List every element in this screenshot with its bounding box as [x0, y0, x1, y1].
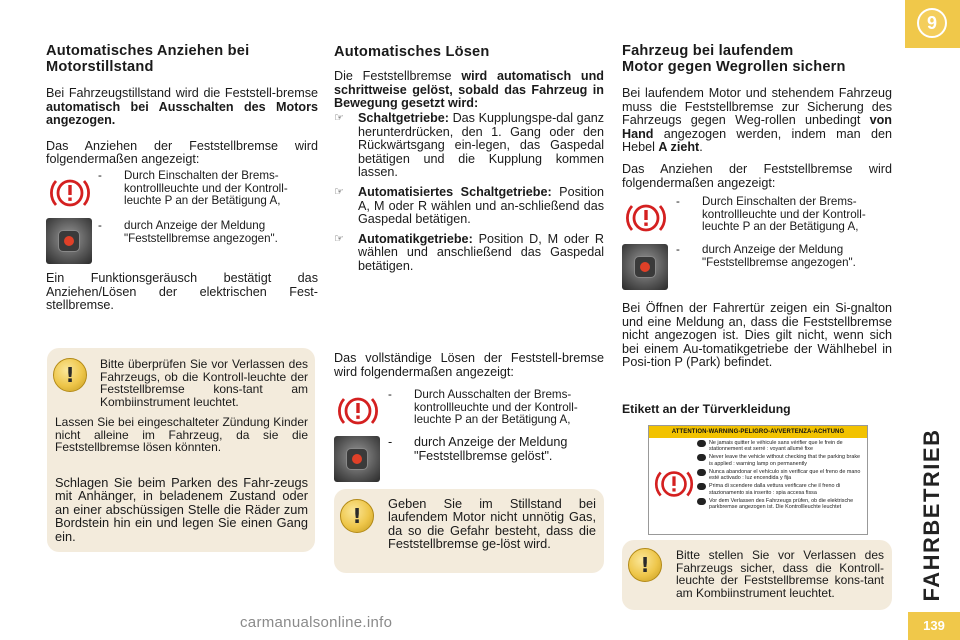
- col2-title: Automatisches Lösen: [334, 44, 490, 60]
- col1-title: Automatisches Anziehen bei Motorstillstand: [46, 43, 250, 75]
- brake-button-image: [334, 436, 380, 482]
- brake-warning-icon: [336, 393, 380, 429]
- brake-button-image: [46, 218, 92, 264]
- col2-bullets: [334, 112, 604, 280]
- warning-icon: [53, 358, 87, 392]
- col2-note: Geben Sie im Stillstand bei laufendem Motor nicht unnötig Gas, da so die Gefahr besteht, dass die Feststellbremse ge-löst wird.: [388, 496, 596, 552]
- col2: [334, 44, 604, 119]
- chapter-number: 9: [917, 8, 947, 38]
- col2-intro: Die Feststellbremse wird automatisch und schrittweise gelöst, sobald das Fahrzeug in Bewegung gesetzt wird:: [334, 69, 604, 111]
- brake-warning-icon: [48, 175, 92, 211]
- label-row: Vor dem Verlassen des Fahrzeugs prüfen, ob die elektrische parkbremse angezogen ist. Die Kontrollleuchte leuchtet: [697, 498, 863, 511]
- col1-item-1: - Durch Einschalten der Brems-kontrollleuchte und der Kontroll-leuchte P an der Betätigung A,: [98, 169, 288, 208]
- col3-para3: Bei Öffnen der Fahrertür zeigen ein Si-gnalton und eine Meldung an, dass die Feststellbremse nicht angezogen ist. Dies gilt nicht, wenn sich bei einem Au-tomatikgetriebe der Wählhebel in Posi-tion P (Park) befindet.: [622, 301, 892, 370]
- col3: [622, 43, 892, 198]
- page-number: 139: [908, 612, 960, 640]
- brake-warning-icon: [653, 466, 695, 502]
- col2-item-2: - durch Anzeige der Meldung "Feststellbremse gelöst".: [388, 435, 568, 463]
- brake-warning-icon: [624, 200, 668, 236]
- col3-note-box: [622, 540, 892, 610]
- col1-note-3: Schlagen Sie beim Parken des Fahr-zeugs mit Anhänger, in beladenem Zustand oder an einer abschüssigen Stelle die Räder zum Bordstein hin ein und legen Sie einen Gang ein.: [55, 475, 308, 544]
- col2-bullet-3: ☞ Automatikgetriebe: Position D, M oder R wählen und anschließend das Gaspedal betätigen.: [334, 231, 604, 273]
- col2-release-para: Das vollständige Lösen der Feststell-bremse wird folgendermaßen angezeigt:: [334, 351, 604, 379]
- watermark: carmanualsonline.info: [240, 614, 393, 631]
- col3-item-1: - Durch Einschalten der Brems-kontrollleuchte und der Kontroll-leuchte P an der Betätigung A,: [676, 195, 866, 234]
- col1-note-1: Bitte überprüfen Sie vor Verlassen des Fahrzeugs, ob die Kontroll-leuchte der Feststellbremse kons-tant am Kombiinstrument leuchtet.: [100, 357, 308, 409]
- col2-bullet-1: ☞ Schaltgetriebe: Das Kupplungspe-dal ganz herunterdrücken, den 1. Gang oder den Rückwärtsgang ein-legen, das Gaspedal betätigen und die Kupplung kommen lassen.: [334, 111, 604, 180]
- brake-button-image: [622, 244, 668, 290]
- col2-note-box: [334, 489, 604, 573]
- label-row: Ne jamais quitter le véhicule sans vérifier que le frein de stationnement est serré : voyant allumé fixe: [697, 440, 863, 453]
- side-title: FAHRBETRIEB: [919, 428, 944, 602]
- col1-item-2: - durch Anzeige der Meldung "Feststellbremse angezogen".: [98, 219, 278, 245]
- col3-note: Bitte stellen Sie vor Verlassen des Fahrzeugs sicher, dass die Kontroll-leuchte der Feststellbremse kons-tant am Kombiinstrument leuchtet.: [676, 548, 884, 600]
- label-row: Never leave the vehicle without checking that the parking brake is applied : warning lamp on permanently: [697, 454, 863, 467]
- col1-para2: Das Anziehen der Feststellbremse wird folgendermaßen angezeigt:: [46, 138, 318, 167]
- warning-icon: [340, 499, 374, 533]
- col3-item-2: - durch Anzeige der Meldung "Feststellbremse angezogen".: [676, 243, 856, 269]
- label-title: Etikett an der Türverkleidung: [622, 402, 791, 416]
- label-row: Prima di scendere dalla vettura verificare che il freno di stazionamento sia inserito : spia accesa fissa: [697, 483, 863, 496]
- col3-para2: Das Anziehen der Feststellbremse wird folgendermaßen angezeigt:: [622, 161, 892, 190]
- col1-para1: Bei Fahrzeugstillstand wird die Feststell-bremse automatisch bei Ausschalten des Motors angezogen.: [46, 86, 318, 128]
- col3-title-2: Motor gegen Wegrollen sichern: [622, 59, 846, 75]
- col1-para3: Ein Funktionsgeräusch bestätigt das Anziehen/Lösen der elektrischen Fest-stellbremse.: [46, 271, 318, 313]
- col1-note-2: Lassen Sie bei eingeschalteter Zündung Kinder nicht alleine im Fahrzeug, da sie die Feststellbremse lösen könnten.: [55, 415, 308, 455]
- label-row: Nunca abandonar el vehículo sin verificar que el freno de mano esté activado : luz encendida y fija: [697, 469, 863, 482]
- col1-note-box: [47, 348, 315, 552]
- col2-bullet-2: ☞ Automatisiertes Schaltgetriebe: Position A, M oder R wählen und an-schließend das Gaspedal betätigen.: [334, 184, 604, 227]
- col3-title-1: Fahrzeug bei laufendem: [622, 43, 794, 59]
- door-label-image: [648, 425, 868, 535]
- label-rows: [697, 440, 863, 512]
- warning-icon: [628, 548, 662, 582]
- col3-para1: Bei laufendem Motor und stehendem Fahrzeug muss die Feststellbremse zur Sicherung des Fahrzeugs gegen Weg-rollen unbedingt von Hand angezogen werden, indem man den Hebel A zieht.: [622, 86, 892, 155]
- pointer-icon: ☞: [334, 112, 344, 124]
- col1: [46, 43, 318, 175]
- pointer-icon: ☞: [334, 232, 344, 245]
- pointer-icon: ☞: [334, 185, 344, 198]
- col2-item-1: - Durch Ausschalten der Brems-kontrollleuchte und der Kontroll-leuchte P an der Betätigung A,: [388, 388, 578, 427]
- label-header: ATTENTION-WARNING-PELIGRO-AVVERTENZA-ACHTUNG: [649, 426, 867, 438]
